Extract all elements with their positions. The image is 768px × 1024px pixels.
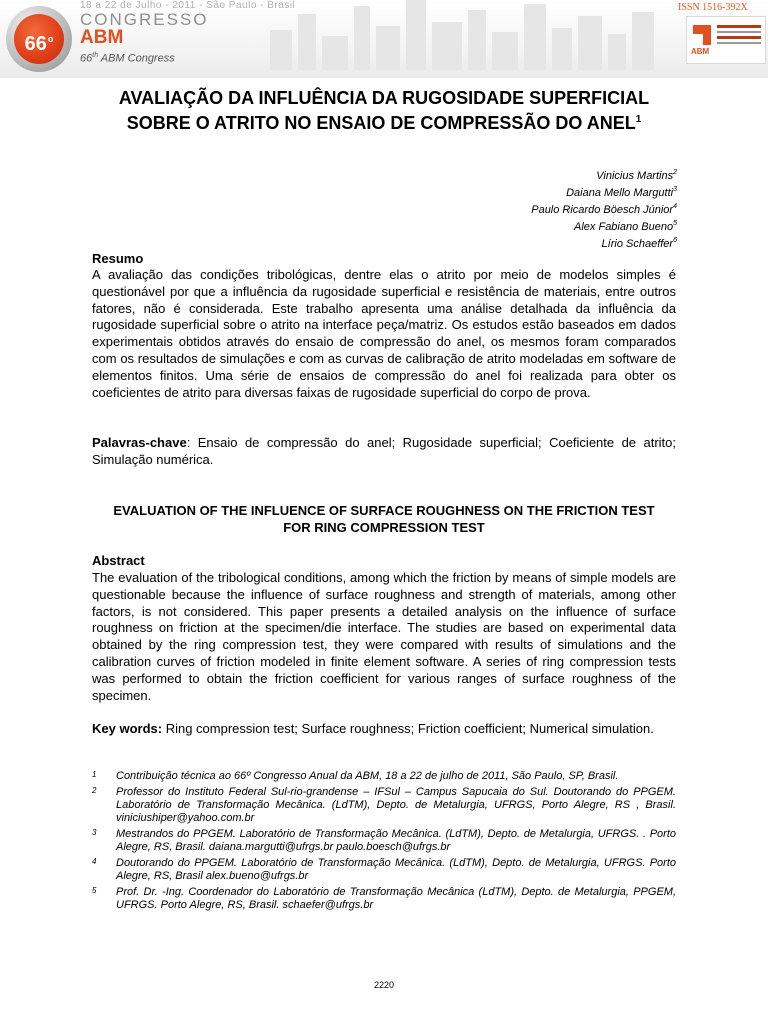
abm-logo-lines: [717, 25, 761, 47]
page-number: 2220: [373, 980, 395, 990]
resumo-heading: Resumo: [92, 251, 144, 266]
footnote: 1 Contribuição técnica ao 66º Congresso Anual da ABM, 18 a 22 de julho de 2011, São Paulo, SP, Brasil.: [92, 770, 619, 782]
paper-title: AVALIAÇÃO DA INFLUÊNCIA DA RUGOSIDADE SUPERFICIAL SOBRE O ATRITO NO ENSAIO DE COMPRESSÃO DO ANEL$^1$: [118, 88, 650, 133]
congress-word: CONGRESSO: [80, 10, 209, 29]
abm-logo-icon: [686, 16, 766, 64]
congress-emblem-number: 66$^o$: [14, 14, 64, 64]
footnote: 4 Doutorando do PPGEM. Laboratório de Transformação Mecânica. (LdTM), Depto. de Metalurgia, UFRGS. Porto Alegre, RS, Brasil alex.bueno@ufrgs.br: [92, 857, 676, 882]
key-words: Key words: Ring compression test; Surface roughness; Friction coefficient; Numerical simulation.: [92, 721, 654, 736]
abstract-heading: Abstract: [92, 553, 145, 568]
author: Alex Fabiano Bueno$^5$: [574, 220, 677, 233]
city-skyline-icon: [250, 0, 690, 70]
footnote: 3 Mestrandos do PPGEM. Laboratório de Transformação Mecânica. (LdTM), Depto. de Metalurgia, UFRGS. . Porto Alegre, RS, Brasil. daiana.margutti@ufrgs.br paulo.boesch@ufrgs.br: [92, 828, 676, 853]
abm-logo-text: ABM: [691, 47, 710, 56]
footnote: 2 Professor do Instituto Federal Sul-rio-grandense – IFSul – Campus Sapucaia do Sul. Doutorando do PPGEM. Laboratório de Transformação Mecânica. (LdTM), Depto. de Metalurgia, UFRGS, Porto Alegre, RS , Brasil. viniciushiper@yahoo.com.br: [92, 786, 676, 824]
footnotes: [92, 770, 676, 915]
palavras-chave: Palavras-chave: Ensaio de compressão do anel; Rugosidade superficial; Coeficiente de atrito; Simulação numérica.: [92, 435, 676, 467]
author: Daiana Mello Margutti$^3$: [566, 186, 677, 199]
author: Vinicius Martins$^2$: [596, 169, 677, 182]
conference-header: [0, 0, 768, 78]
footnote: 5 Prof. Dr. -Ing. Coordenador do Laboratório de Transformação Mecânica (LdTM), Depto. de Metalurgia, PPGEM, UFRGS. Porto Alegre, RS, Brasil. schaefer@ufrgs.br: [92, 886, 676, 911]
congress-subtitle: 66th ABM Congress: [80, 52, 175, 65]
author: Paulo Ricardo Böesch Júnior$^4$: [531, 203, 677, 216]
abstract-text: The evaluation of the tribological conditions, among which the friction by means of simple models are questionable because the influence of surface roughness and strength of materials, among other factors, is not considered. This paper presents a detailed analysis on the influence of surface roughness on friction at the specimen/die interface. The studies are based on experimental data obtained by the ring compression test, they were compared with results of simulations and the calibration curves of friction modeled in finite element software. A series of ring compression tests was performed to obtain the friction coefficient for various ranges of surface roughness of the specimen.: [92, 570, 676, 703]
author-list: [531, 166, 677, 251]
congress-dates: 18 a 22 de Julho - 2011 - São Paulo - Brasil: [80, 0, 296, 11]
resumo-text: A avaliação das condições tribológicas, dentre elas o atrito por meio de modelos simples é questionável por que a influência da rugosidade superficial e resistência de materiais, entre outros fatores, não é considerada. Este trabalho apresenta uma análise detalhada da influência da rugosidade superficial sobre o atrito na interface peça/matriz. Os estudos estão baseados em dados experimentais obtidos através do ensaio de compressão do anel, os mesmos foram comparados com os resultados de simulações e com as curvas de calibração de atrito modeladas em software de elementos finitos. Uma série de ensaios de compressão do anel foi realizada para obter os coeficientes de atrito para diversas faixas de rugosidade superficial do corpo de prova.: [92, 267, 676, 400]
author: Lírio Schaeffer$^6$: [601, 237, 677, 250]
abm-mark-shape: [693, 25, 711, 45]
issn-label: ISSN 1516-392X: [678, 2, 748, 13]
english-title: EVALUATION OF THE INFLUENCE OF SURFACE ROUGHNESS ON THE FRICTION TEST FOR RING COMPRESSION TEST: [113, 503, 655, 535]
abm-word: ABM: [80, 27, 124, 48]
